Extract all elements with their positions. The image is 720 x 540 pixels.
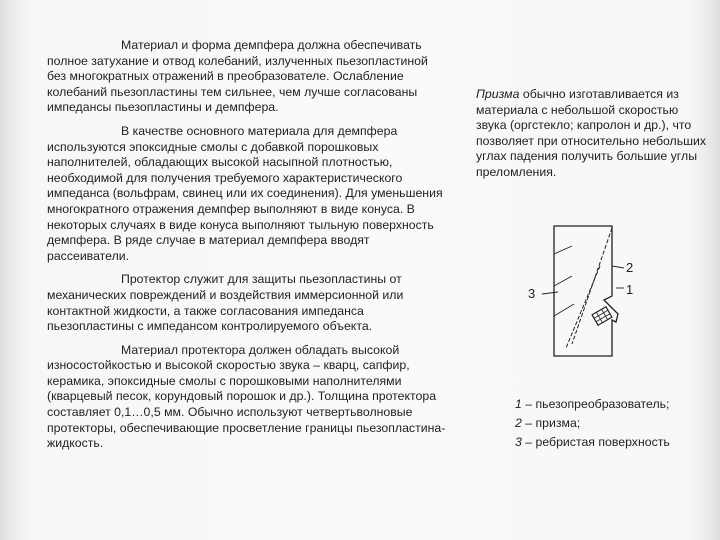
paragraph-protector-purpose: Протектор служит для защиты пьезопластины от механических повреждений и воздействия иммерсионной или контактной жидкости, а также согласования импеданса пьезопластины с импедансом контролируемого объекта. [47, 272, 404, 334]
beam-line-lower [566, 266, 600, 348]
legend-item: 3 – ребристая поверхность [515, 435, 670, 449]
diagram-label-2: 2 [626, 260, 634, 275]
prism-text: обычно изготавливается из материала с небольшой скоростью звука (оргстекло; капролон и др.), что позволяет при относительно небольших углах падения получить большие углы преломления. [476, 87, 707, 179]
legend-item: 2 – призма; [515, 416, 581, 430]
legend-item: 1 – пьезопреобразователь; [515, 397, 670, 411]
main-text-column [47, 38, 447, 460]
paragraph-damper-material: Материал и форма демпфера должна обеспечивать полное затухание и отвод колебаний, излученных пьезопластиной без многократных отражений в преобразователе. Ослабление колебаний пьезопластины тем сильнее, чем лучше согласованы импедансы пьезопластины и демпфера. [47, 38, 428, 115]
transducer-diagram [520, 216, 650, 366]
prism-description [476, 87, 712, 181]
prism-term: Призма [476, 87, 520, 101]
diagram-label-3: 3 [528, 286, 536, 301]
paragraph-damper-composition: В качестве основного материала для демпфера используются эпоксидные смолы с добавкой порошковых наполнителей, обладающих высокой насыпной плотностью, необходимой для получения требуемого характеристического импеданса (вольфрам, свинец или их соединения). Для уменьшения многократного отражения демпфер выполняют в виде конуса. В некоторых случаях в виде конуса выполняют тыльную поверхность демпфера. В ряде случае в материал демпфера вводят рассеиватели. [47, 123, 443, 263]
prism-outline [554, 226, 618, 356]
diagram-label-1: 1 [626, 282, 634, 297]
diagram-legend [515, 395, 670, 452]
paragraph-protector-material: Материал протектора должен обладать высокой износостойкостью и высокой скоростью звука – кварц, сапфир, керамика, эпоксидные смолы с порошковыми наполнителями (кварцевый песок, корундовый порошок и др.). Толщина протектора составляет 0,1…0,5 мм. Обычно используют четвертьволновые протекторы, обеспечивающие просветление границы пьезопластина-жидкость. [47, 342, 446, 451]
piezo-element [592, 307, 612, 325]
